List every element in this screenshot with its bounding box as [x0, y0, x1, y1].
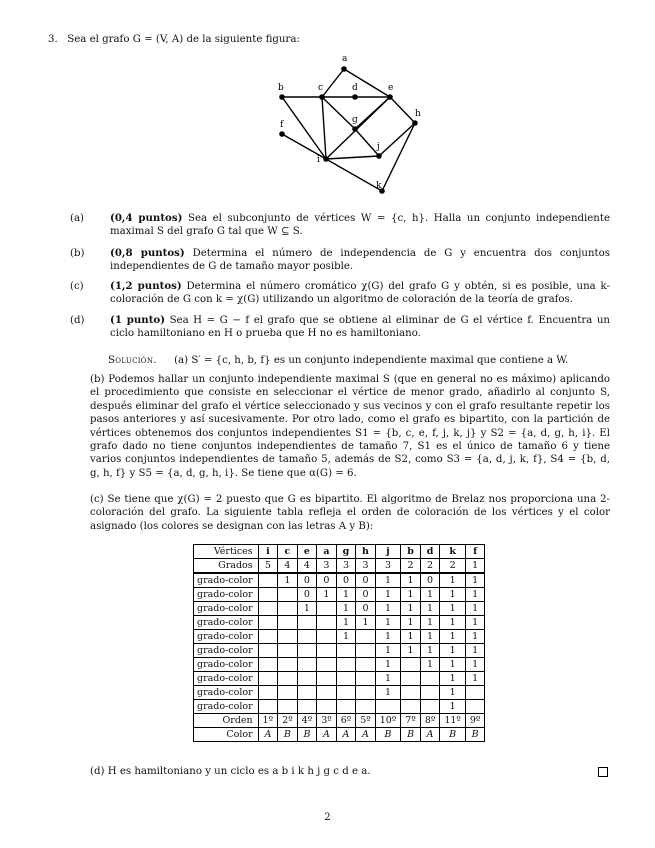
step-cell	[317, 658, 337, 672]
page-number: 2	[324, 812, 331, 823]
part-a-label: (a)	[70, 213, 85, 224]
step-cell	[420, 686, 440, 700]
table-row-step	[194, 573, 485, 588]
step-cell: 0	[420, 573, 440, 588]
step-cell	[258, 700, 278, 714]
step-cell: 1	[375, 602, 401, 616]
part-d-label: (d)	[70, 315, 85, 326]
step-cell: 1	[465, 588, 485, 602]
step-cell: 1	[401, 588, 421, 602]
order-row-label: Orden	[194, 714, 259, 728]
degree-cell: 3	[336, 559, 356, 574]
vertex-label-i: i	[317, 155, 320, 165]
vertex-e	[387, 94, 393, 100]
color-cell: A	[336, 728, 356, 742]
step-cell	[258, 602, 278, 616]
table-row-step	[194, 602, 485, 616]
color-cell: A	[420, 728, 440, 742]
step-row-label: grado-color	[194, 573, 259, 588]
edge-c-i	[322, 97, 326, 159]
step-cell: 1	[375, 588, 401, 602]
step-cell	[401, 686, 421, 700]
step-cell	[278, 686, 298, 700]
problem-text: Sea el grafo G = (V, A) de la siguiente figura:	[67, 34, 300, 45]
step-cell	[258, 630, 278, 644]
order-cell: 6º	[336, 714, 356, 728]
vertex-header-k: k	[440, 545, 466, 559]
step-cell	[317, 630, 337, 644]
edge-c-g	[322, 97, 355, 129]
vertex-header-b: b	[401, 545, 421, 559]
order-cell: 9º	[465, 714, 485, 728]
step-cell: 1	[440, 644, 466, 658]
step-cell: 1	[336, 630, 356, 644]
vertex-label-d: d	[352, 83, 358, 93]
step-cell: 1	[375, 672, 401, 686]
table-row-step	[194, 616, 485, 630]
order-cell: 8º	[420, 714, 440, 728]
step-cell	[278, 616, 298, 630]
step-cell	[297, 700, 317, 714]
step-cell: 1	[420, 630, 440, 644]
step-cell: 0	[336, 573, 356, 588]
vertex-label-j: j	[377, 142, 380, 152]
step-cell: 1	[356, 616, 376, 630]
vertex-header-h: h	[356, 545, 376, 559]
step-cell	[420, 672, 440, 686]
problem-statement	[48, 33, 608, 46]
color-cell: A	[258, 728, 278, 742]
step-cell	[336, 672, 356, 686]
step-cell: 1	[465, 630, 485, 644]
step-cell	[278, 700, 298, 714]
solution-heading: Solución.	[108, 355, 157, 366]
vertex-header-f: f	[465, 545, 485, 559]
step-cell: 0	[297, 588, 317, 602]
edge-a-e	[344, 69, 390, 97]
order-cell: 1º	[258, 714, 278, 728]
step-row-label: grado-color	[194, 686, 259, 700]
part-c-label: (c)	[70, 281, 84, 292]
order-cell: 5º	[356, 714, 376, 728]
degree-cell: 3	[317, 559, 337, 574]
color-cell: B	[375, 728, 401, 742]
step-row-label: grado-color	[194, 602, 259, 616]
step-cell	[336, 700, 356, 714]
solution-c: (c) Se tiene que χ(G) = 2 puesto que G es bipartito. El algoritmo de Brelaz nos proporciona una 2-coloración del grafo. La siguiente tabla refleja el orden de coloración de los vértices y el color asignado (los colores se designan con las letras A y B):	[90, 494, 610, 532]
step-cell	[297, 658, 317, 672]
degree-cell: 3	[375, 559, 401, 574]
step-cell: 1	[465, 602, 485, 616]
vertex-j	[376, 153, 382, 159]
step-cell: 1	[317, 588, 337, 602]
order-cell: 3º	[317, 714, 337, 728]
vertex-h	[412, 120, 418, 126]
step-cell	[278, 602, 298, 616]
step-row-label: grado-color	[194, 700, 259, 714]
step-cell	[356, 658, 376, 672]
part-b-points: (0,8 puntos)	[110, 247, 185, 259]
step-cell	[278, 658, 298, 672]
vertex-header-i: i	[258, 545, 278, 559]
vertex-f	[279, 131, 285, 137]
table-row-order	[194, 714, 485, 728]
step-cell: 1	[420, 616, 440, 630]
step-cell: 1	[336, 616, 356, 630]
edge-h-j	[379, 123, 415, 156]
step-cell: 1	[375, 630, 401, 644]
graph-edges	[282, 69, 415, 191]
part-b-label: (b)	[70, 248, 85, 259]
step-cell: 1	[440, 686, 466, 700]
step-cell	[297, 616, 317, 630]
table-row-degrees	[194, 559, 485, 574]
edge-h-k	[382, 123, 415, 191]
degree-cell: 5	[258, 559, 278, 574]
table-row-color	[194, 728, 485, 742]
part-c	[70, 280, 610, 307]
vertex-header-a: a	[317, 545, 337, 559]
order-cell: 2º	[278, 714, 298, 728]
vertex-label-e: e	[388, 83, 394, 93]
step-cell: 1	[440, 630, 466, 644]
vertex-c	[319, 94, 325, 100]
step-cell: 1	[401, 616, 421, 630]
step-cell: 1	[465, 573, 485, 588]
degree-cell: 3	[356, 559, 376, 574]
vertex-header-e: e	[297, 545, 317, 559]
vertex-label-c: c	[318, 83, 324, 93]
step-cell: 1	[401, 630, 421, 644]
step-cell	[258, 616, 278, 630]
step-cell: 1	[465, 658, 485, 672]
step-cell	[401, 700, 421, 714]
step-cell: 1	[297, 602, 317, 616]
step-cell	[297, 672, 317, 686]
step-cell: 1	[440, 616, 466, 630]
solution-a-line	[108, 354, 608, 367]
step-cell	[401, 672, 421, 686]
step-cell	[356, 644, 376, 658]
step-cell	[317, 616, 337, 630]
edge-i-j	[326, 156, 379, 159]
step-cell: 1	[401, 602, 421, 616]
order-cell: 10º	[375, 714, 401, 728]
part-a-points: (0,4 puntos)	[110, 212, 183, 224]
step-cell	[356, 630, 376, 644]
step-cell	[401, 658, 421, 672]
part-b-text: Determina el número de independencia de G y encuentra dos conjuntos independientes de G de tamaño mayor posible.	[110, 248, 610, 273]
step-cell: 0	[297, 573, 317, 588]
step-cell	[336, 644, 356, 658]
solution-a: (a) S′ = {c, h, b, f} es un conjunto independiente maximal que contiene a W.	[174, 355, 569, 366]
step-cell	[278, 672, 298, 686]
edge-e-i	[326, 97, 390, 159]
step-cell	[258, 644, 278, 658]
step-cell: 0	[317, 573, 337, 588]
qed-square-icon	[598, 767, 608, 777]
step-cell: 1	[420, 602, 440, 616]
vertex-header-c: c	[278, 545, 298, 559]
degree-cell: 2	[420, 559, 440, 574]
edge-g-j	[355, 129, 379, 156]
step-cell	[317, 644, 337, 658]
step-cell: 1	[440, 700, 466, 714]
step-cell	[297, 644, 317, 658]
table-row-step	[194, 658, 485, 672]
vertex-g	[352, 126, 358, 132]
step-cell: 1	[375, 616, 401, 630]
step-cell: 1	[440, 658, 466, 672]
step-cell: 0	[356, 573, 376, 588]
vertex-label-f: f	[280, 120, 284, 130]
vertex-label-a: a	[342, 54, 348, 64]
degrees-row-label: Grados	[194, 559, 259, 574]
step-cell	[278, 630, 298, 644]
color-cell: B	[440, 728, 466, 742]
edge-a-c	[322, 69, 344, 97]
step-cell	[297, 686, 317, 700]
graph-figure	[262, 50, 452, 200]
coloring-table	[193, 544, 485, 742]
table-row-step	[194, 686, 485, 700]
color-cell: B	[465, 728, 485, 742]
degree-cell: 2	[401, 559, 421, 574]
step-cell: 1	[465, 672, 485, 686]
step-cell	[336, 658, 356, 672]
color-cell: B	[401, 728, 421, 742]
part-d-text: Sea H = G − f el grafo que se obtiene al eliminar de G el vértice f. Encuentra un ciclo hamiltoniano en H o prueba que H no es hamiltoniano.	[110, 315, 610, 340]
step-cell	[258, 658, 278, 672]
order-cell: 4º	[297, 714, 317, 728]
vertex-a	[341, 66, 347, 72]
step-cell: 1	[420, 588, 440, 602]
step-row-label: grado-color	[194, 672, 259, 686]
part-a	[70, 212, 610, 239]
step-cell	[465, 700, 485, 714]
edge-e-h	[390, 97, 415, 123]
step-cell: 1	[440, 602, 466, 616]
order-cell: 11º	[440, 714, 466, 728]
part-a-text: Sea el subconjunto de vértices W = {c, h}. Halla un conjunto independiente maximal S del grafo G tal que W ⊆ S.	[110, 213, 610, 238]
color-cell: B	[278, 728, 298, 742]
step-cell: 1	[375, 658, 401, 672]
step-cell	[258, 573, 278, 588]
step-cell	[356, 672, 376, 686]
step-cell: 1	[440, 573, 466, 588]
degree-cell: 1	[465, 559, 485, 574]
step-cell	[258, 588, 278, 602]
step-cell	[356, 700, 376, 714]
step-cell: 1	[440, 588, 466, 602]
color-row-label: Color	[194, 728, 259, 742]
step-cell: 1	[375, 686, 401, 700]
step-cell: 1	[420, 644, 440, 658]
part-d	[70, 314, 610, 341]
degree-cell: 4	[278, 559, 298, 574]
table-row-step	[194, 588, 485, 602]
step-cell: 0	[356, 588, 376, 602]
step-row-label: grado-color	[194, 588, 259, 602]
step-cell	[317, 602, 337, 616]
step-cell	[336, 686, 356, 700]
step-cell: 1	[375, 644, 401, 658]
table-row-step	[194, 700, 485, 714]
step-cell	[258, 686, 278, 700]
step-cell: 1	[401, 644, 421, 658]
vertex-header-j: j	[375, 545, 401, 559]
step-cell	[317, 686, 337, 700]
part-c-points: (1,2 puntos)	[110, 280, 182, 292]
color-cell: A	[356, 728, 376, 742]
step-cell	[375, 700, 401, 714]
part-c-text: Determina el número cromático χ(G) del grafo G y obtén, si es posible, una k-coloración de G con k = χ(G) utilizando un algoritmo de coloración de la teoría de grafos.	[110, 281, 610, 306]
vertex-label-h: h	[415, 109, 421, 119]
vertex-d	[352, 94, 358, 100]
vertex-label-g: g	[352, 115, 358, 125]
degree-cell: 4	[297, 559, 317, 574]
vertex-label-b: b	[278, 83, 284, 93]
step-cell: 1	[420, 658, 440, 672]
degree-cell: 2	[440, 559, 466, 574]
table-row-vertices	[194, 545, 485, 559]
step-cell: 1	[401, 573, 421, 588]
color-cell: B	[297, 728, 317, 742]
step-cell: 1	[336, 588, 356, 602]
step-row-label: grado-color	[194, 630, 259, 644]
edge-b-i	[282, 97, 326, 159]
step-cell	[356, 686, 376, 700]
part-d-points: (1 punto)	[110, 314, 166, 326]
order-cell: 7º	[401, 714, 421, 728]
solution-b: (b) Podemos hallar un conjunto independiente maximal S (que en general no es máximo) aplicando el procedimiento que consiste en seleccionar el vértice de menor grado, añadirlo al conjunto S, después eliminar del grafo el vértice seleccionado y sus vecinos y con el grafo resultante repetir los pasos anteriores y así sucesivamente. Por otro lado, como el grafo es bipartito, con la partición de vértices obtenemos dos conjuntos independientes S1 = {b, c, e, f, j, k, j} y S2 = {a, d, g, h, i}. El grafo dado no tiene conjuntos independientes de tamaño 7, S1 es el único de tamaño 6 y tiene varios conjuntos independientes de tamaño 5, además de S2, como S3 = {a, d, j, k, f}, S4 = {b, d, g, h, f} y S5 = {a, d, g, h, i}. Se tiene que α(G) = 6.	[90, 374, 610, 479]
step-cell	[278, 644, 298, 658]
vertex-header-g: g	[336, 545, 356, 559]
vertex-i	[323, 156, 329, 162]
step-cell	[317, 672, 337, 686]
step-row-label: grado-color	[194, 644, 259, 658]
vertices-header-label: Vértices	[194, 545, 259, 559]
step-row-label: grado-color	[194, 658, 259, 672]
step-cell: 1	[336, 602, 356, 616]
table-row-step	[194, 630, 485, 644]
step-row-label: grado-color	[194, 616, 259, 630]
solution-d: (d) H es hamiltoniano y un ciclo es a b i k h j g c d e a.	[90, 766, 371, 777]
vertex-header-d: d	[420, 545, 440, 559]
step-cell: 1	[375, 573, 401, 588]
part-b	[70, 247, 610, 274]
step-cell	[297, 630, 317, 644]
table-row-step	[194, 672, 485, 686]
step-cell: 1	[278, 573, 298, 588]
table-row-step	[194, 644, 485, 658]
step-cell	[465, 686, 485, 700]
step-cell: 0	[356, 602, 376, 616]
step-cell: 1	[440, 672, 466, 686]
color-cell: A	[317, 728, 337, 742]
problem-number: 3.	[48, 34, 58, 45]
step-cell: 1	[465, 616, 485, 630]
step-cell	[317, 700, 337, 714]
vertex-label-k: k	[376, 181, 382, 191]
step-cell: 1	[465, 644, 485, 658]
step-cell	[420, 700, 440, 714]
edge-i-k	[326, 159, 382, 191]
step-cell	[258, 672, 278, 686]
vertex-b	[279, 94, 285, 100]
step-cell	[278, 588, 298, 602]
